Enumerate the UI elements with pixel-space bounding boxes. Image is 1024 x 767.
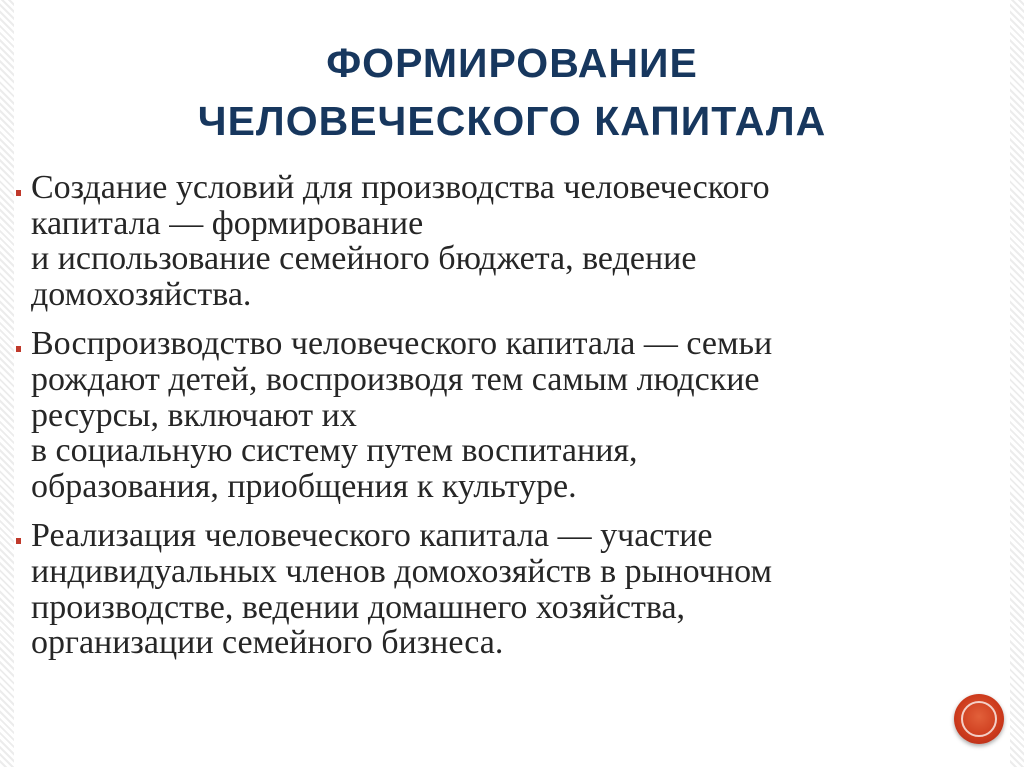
- bullet-square-icon: [16, 346, 21, 352]
- bullet-item: [16, 326, 976, 504]
- circle-button-ring: [961, 701, 997, 737]
- right-decorative-stripe: [1010, 0, 1024, 767]
- bullet-text-line: Воспроизводство человеческого капитала — семьи: [31, 325, 773, 363]
- bullet-text-line: домохозяйства.: [31, 275, 252, 313]
- left-decorative-stripe: [0, 0, 14, 767]
- title-line-1: ФОРМИРОВАНИЕ: [326, 40, 698, 86]
- bullet-text-line: образования, приобщения к культуре.: [31, 467, 577, 505]
- bullet-text-line: Создание условий для производства человеческого: [31, 169, 770, 206]
- bullet-text-line: производстве, ведении домашнего хозяйства,: [31, 588, 686, 626]
- circle-button-icon[interactable]: [954, 694, 1004, 744]
- bullet-text-line: ресурсы, включают их: [31, 396, 357, 434]
- bullet-square-icon: [16, 190, 21, 196]
- bullet-text-line: Реализация человеческого капитала — участие: [31, 517, 713, 555]
- title-line-2: ЧЕЛОВЕЧЕСКОГО КАПИТАЛА: [197, 98, 827, 144]
- bullet-text-line: организации семейного бизнеса.: [31, 624, 504, 662]
- bullet-square-icon: [16, 538, 21, 544]
- bullet-text-line: индивидуальных членов домохозяйств в рыночном: [31, 552, 772, 590]
- bullet-text-line: в социальную систему путем воспитания,: [31, 432, 638, 470]
- bullet-text-line: капитала — формирование: [31, 204, 424, 242]
- bullet-item: [16, 518, 976, 660]
- bullet-list: [16, 170, 976, 675]
- bullet-text-line: и использование семейного бюджета, ведение: [31, 240, 697, 278]
- bullet-text-line: рождают детей, воспроизводя тем самым людские: [31, 360, 760, 398]
- slide-title: [30, 34, 994, 150]
- bullet-item: [16, 170, 976, 312]
